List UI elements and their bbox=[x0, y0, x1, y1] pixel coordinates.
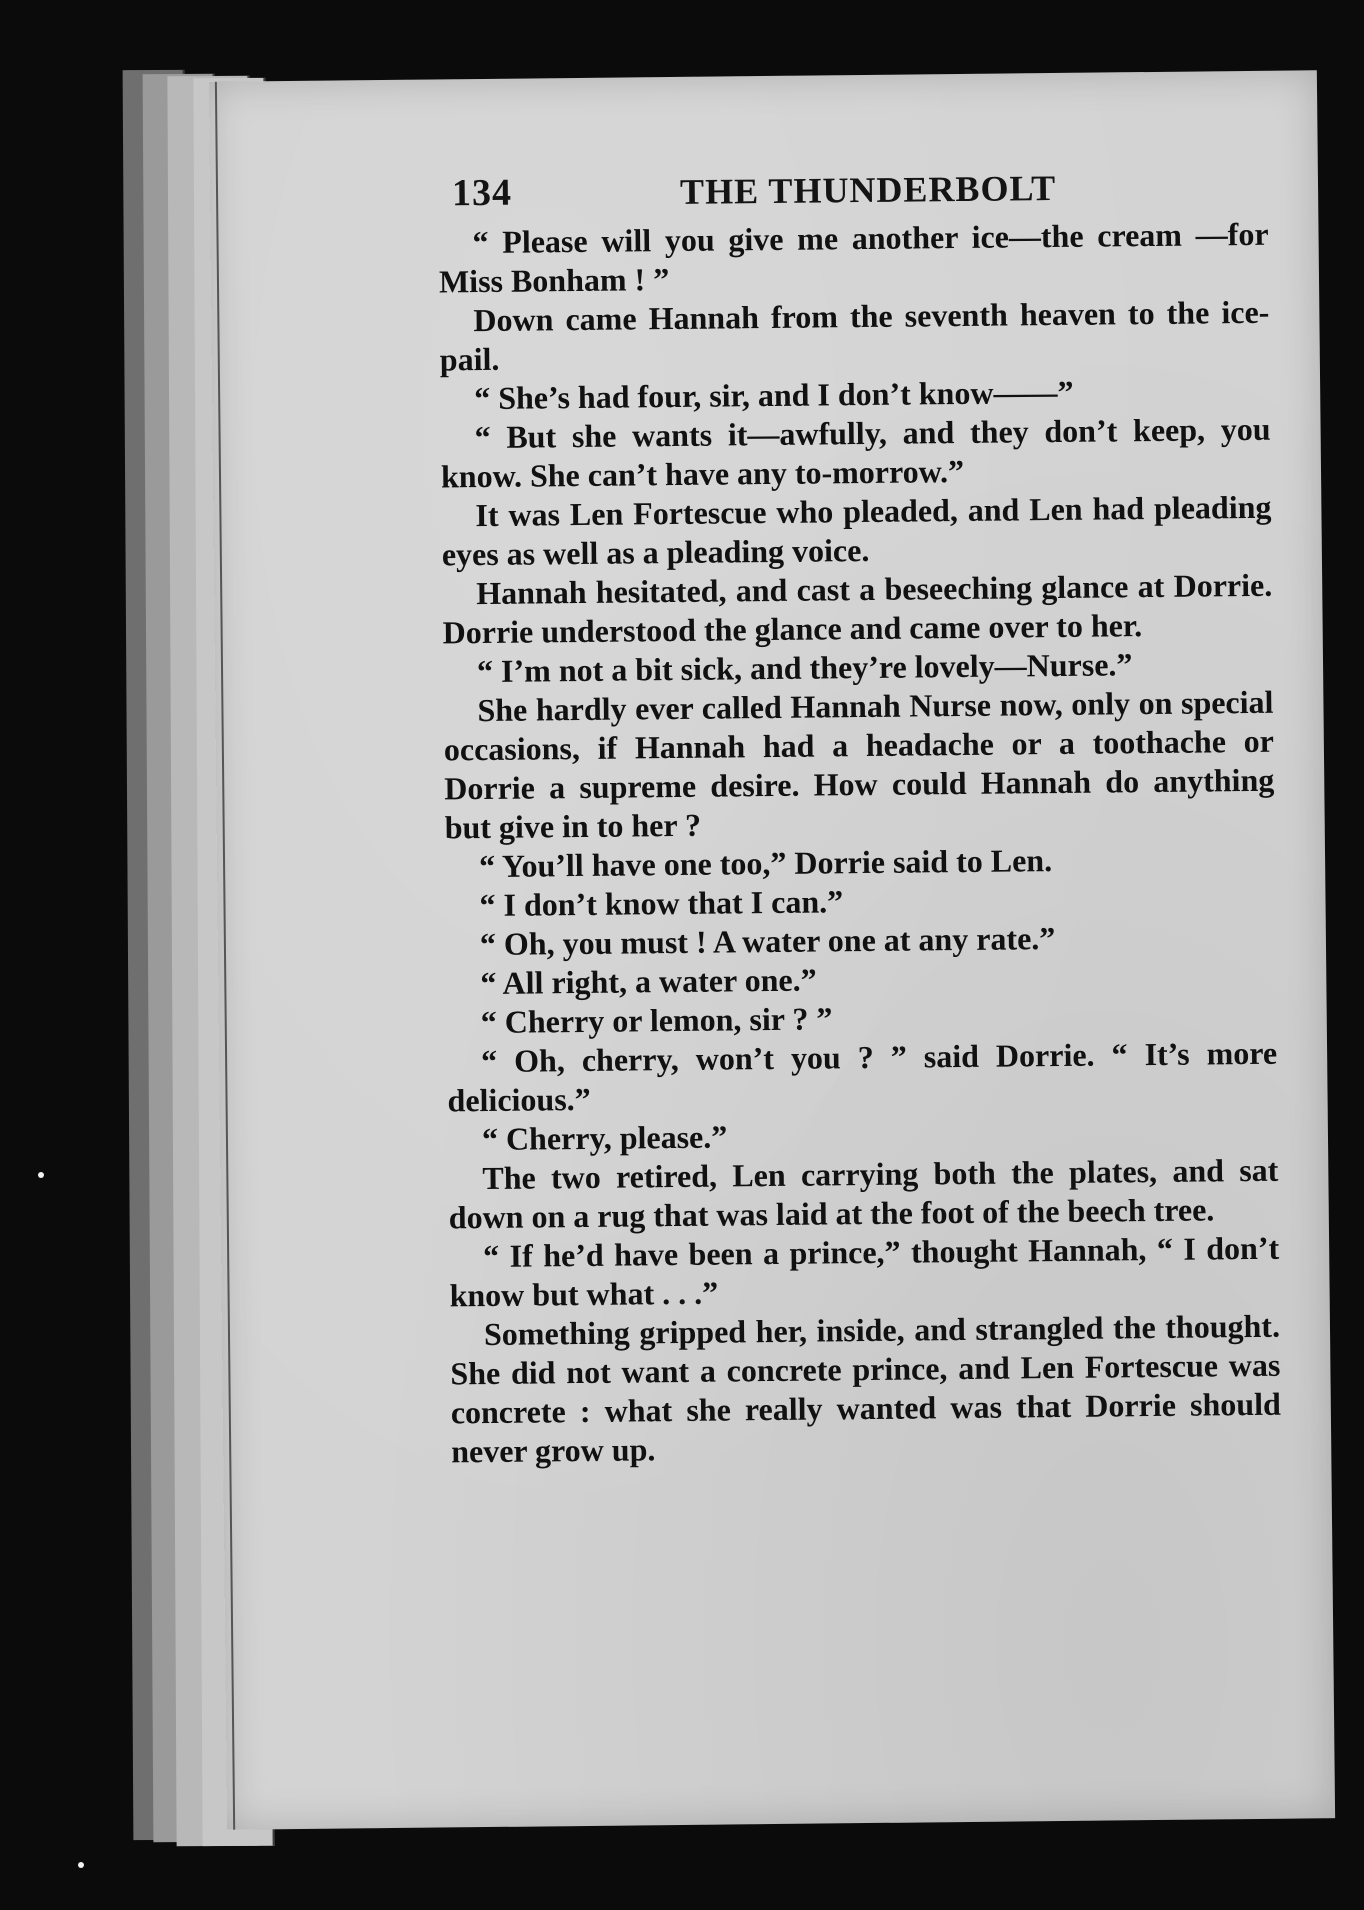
paragraph: “ Please will you give me another ice—the cream —for Miss Bonham ! ” bbox=[438, 215, 1269, 300]
paragraph: “ She’s had four, sir, and I don’t know——” bbox=[474, 373, 1074, 417]
paragraph: The two retired, Len carrying both the plates, and sat down on a rug that was laid at the foot of the beech tree. bbox=[448, 1151, 1279, 1236]
paragraph: Hannah hesitated, and cast a beseeching glance at Dorrie. Dorrie understood the glance and came over to her. bbox=[442, 566, 1273, 651]
paragraph: She hardly ever called Hannah Nurse now, only on special occasions, if Hannah had a headache or a toothache or Dorrie a supreme desire. How could Hannah do anything but give in to her ? bbox=[443, 683, 1275, 846]
paragraph: “ If he’d have been a prince,” thought Hannah, “ I don’t know but what . . .” bbox=[449, 1229, 1280, 1314]
page-number: 134 bbox=[451, 171, 513, 215]
paragraph: It was Len Fortescue who pleaded, and Len had pleading eyes as well as a pleading voice. bbox=[441, 488, 1272, 573]
paragraph: Something gripped her, inside, and strangled the thought. She did not want a concrete prince, and Len Fortescue was concrete : what she really wanted was that Dorrie should never grow up. bbox=[450, 1307, 1281, 1470]
scan-speck bbox=[78, 1862, 84, 1868]
paragraph: “ I’m not a bit sick, and they’re lovely—Nurse.” bbox=[476, 646, 1133, 690]
paragraph: “ All right, a water one.” bbox=[480, 961, 817, 1002]
scan-speck bbox=[38, 1172, 44, 1178]
paragraph: “ Cherry or lemon, sir ? ” bbox=[480, 1000, 833, 1041]
body-text bbox=[438, 215, 1281, 1472]
running-header bbox=[452, 162, 1312, 223]
paragraph: “ You’ll have one too,” Dorrie said to Len. bbox=[478, 842, 1053, 885]
paragraph: Down came Hannah from the seventh heaven to the ice-pail. bbox=[439, 293, 1270, 378]
paragraph: “ Oh, you must ! A water one at any rate.” bbox=[479, 920, 1056, 963]
paragraph: “ I don’t know that I can.” bbox=[479, 883, 844, 924]
running-title: THE THUNDERBOLT bbox=[679, 167, 1057, 212]
book-page bbox=[209, 70, 1335, 1830]
paragraph: “ Cherry, please.” bbox=[481, 1118, 728, 1158]
paragraph: “ But she wants it—awfully, and they don’t keep, you know. She can’t have any to-morrow.” bbox=[440, 410, 1271, 495]
paragraph: “ Oh, cherry, won’t you ? ” said Dorrie. “ It’s more delicious.” bbox=[447, 1034, 1278, 1119]
